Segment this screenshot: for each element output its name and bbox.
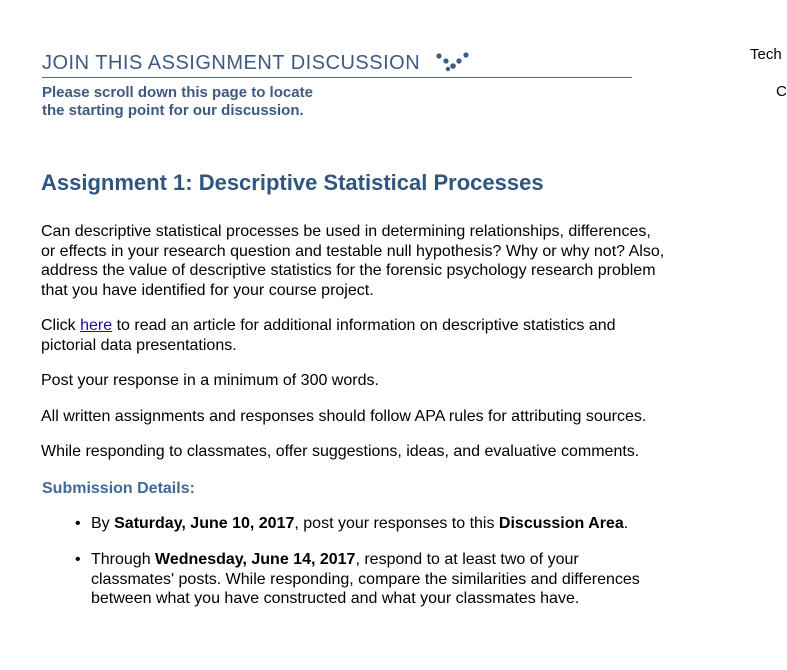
assignment-title: Assignment 1: Descriptive Statistical Processes — [41, 170, 544, 195]
list-item — [75, 514, 666, 534]
item2-rest: , respond to at least two of your classmates' posts. While responding, compare the similarities and differences between what you have constructed and what your classmates have. — [91, 551, 640, 607]
item1-mid: , post your responses to this — [294, 514, 499, 532]
join-line-1: Please scroll down this page to locate — [42, 84, 313, 101]
assignment-content — [41, 170, 666, 626]
assignment-question: Can descriptive statistical processes be used in determining relationships, differences, or effects in your research question and testable null hypothesis? Why or why not? Also, address the value of descriptive statistics for the forensic psychology research problem that you have identified for your course project. — [41, 223, 665, 299]
item2-prefix: Through — [91, 551, 156, 568]
bullet: • — [75, 514, 81, 532]
article-text-after: to read an article for additional information on descriptive statistics and pictorial data presentations. — [41, 317, 616, 354]
item2-date: Wednesday, June 14, 2017 — [155, 551, 356, 568]
item1-area: Discussion Area — [498, 514, 624, 532]
dots-icon — [436, 52, 470, 74]
join-discussion-banner — [42, 50, 632, 120]
article-text-before: Click — [41, 317, 81, 334]
join-line-2: the starting point for our discussion. — [42, 102, 304, 119]
bullet: • — [75, 551, 81, 568]
side-text-tech: Tech — [750, 46, 782, 63]
article-link[interactable]: here — [80, 317, 113, 334]
submission-list — [41, 514, 666, 609]
side-text-c: C — [776, 83, 787, 100]
submission-heading: Submission Details: — [42, 479, 195, 497]
join-instructions — [42, 84, 632, 120]
item1-end: . — [623, 514, 629, 532]
responding-paragraph: While responding to classmates, offer suggestions, ideas, and evaluative comments. — [41, 443, 640, 460]
word-count-paragraph: Post your response in a minimum of 300 words. — [41, 372, 379, 389]
join-title: JOIN THIS ASSIGNMENT DISCUSSION — [42, 51, 421, 74]
apa-paragraph: All written assignments and responses should follow APA rules for attributing sources. — [41, 407, 647, 425]
article-paragraph — [41, 316, 666, 355]
list-item — [75, 550, 666, 609]
item1-date: Saturday, June 10, 2017 — [114, 514, 295, 532]
item1-prefix: By — [91, 514, 115, 532]
join-title-row — [42, 50, 632, 78]
